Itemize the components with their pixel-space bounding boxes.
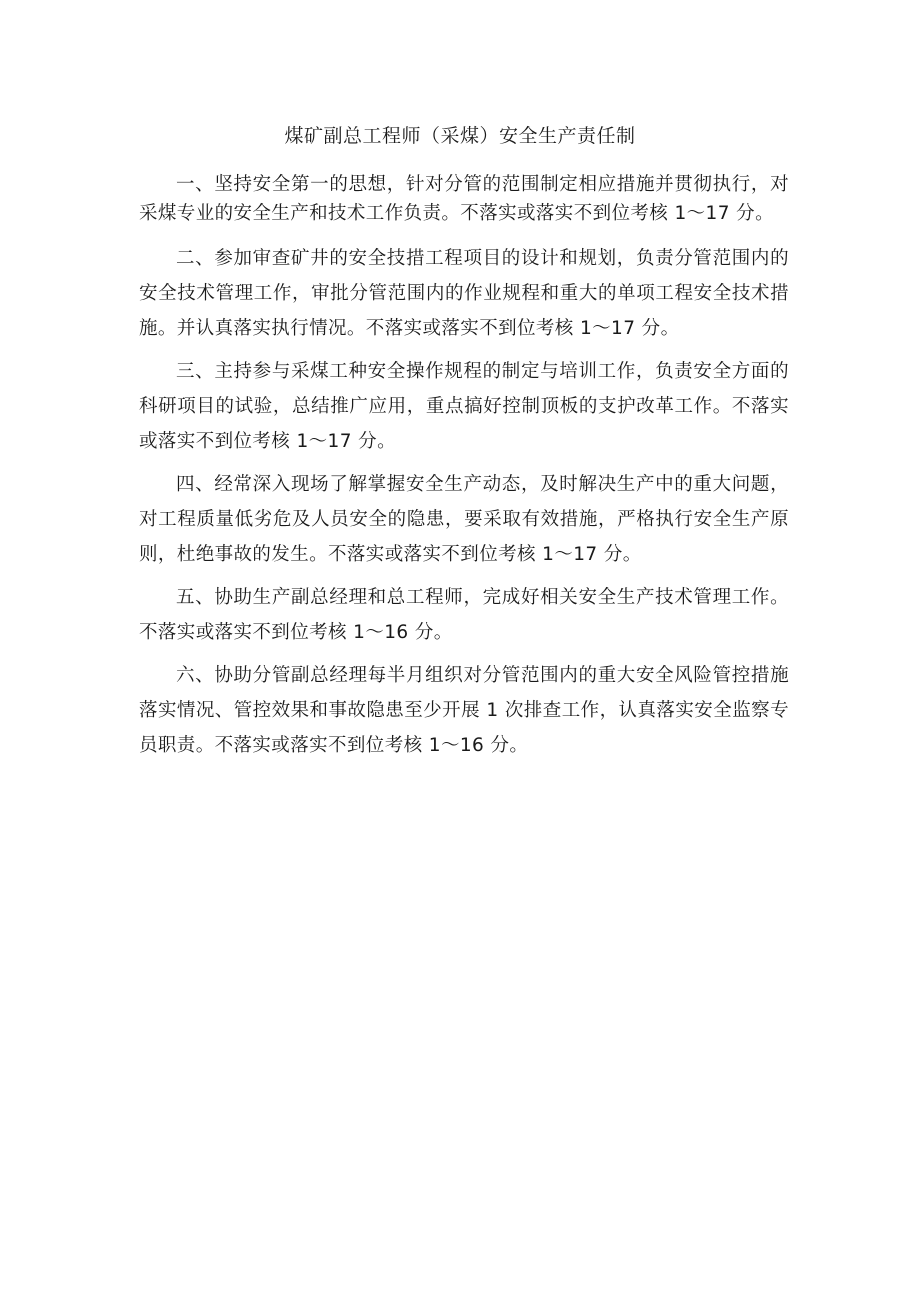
document-body — [139, 170, 789, 771]
document-title: 煤矿副总工程师（采煤）安全生产责任制 — [284, 125, 636, 147]
paragraph-3: 三、主持参与采煤工种安全操作规程的制定与培训工作，负责安全方面的科研项目的试验，总结推广应用，重点搞好控制顶板的支护改革工作。不落实或落实不到位考核 1～17 分。 — [139, 361, 789, 452]
paragraph-1: 一、坚持安全第一的思想，针对分管的范围制定相应措施并贯彻执行，对采煤专业的安全生产和技术工作负责。不落实或落实不到位考核 1～17 分。 — [139, 174, 789, 224]
paragraph-2: 二、参加审查矿井的安全技措工程项目的设计和规划，负责分管范围内的安全技术管理工作，审批分管范围内的作业规程和重大的单项工程安全技术措施。并认真落实执行情况。不落实或落实不到位考核 1～17 分。 — [139, 248, 789, 339]
paragraph-4: 四、经常深入现场了解掌握安全生产动态，及时解决生产中的重大问题，对工程质量低劣危及人员安全的隐患，要采取有效措施，严格执行安全生产原则，杜绝事故的发生。不落实或落实不到位考核 1～17 分。 — [139, 474, 789, 565]
paragraph-5: 五、协助生产副总经理和总工程师，完成好相关安全生产技术管理工作。不落实或落实不到位考核 1～16 分。 — [139, 587, 789, 643]
paragraph-6: 六、协助分管副总经理每半月组织对分管范围内的重大安全风险管控措施落实情况、管控效果和事故隐患至少开展 1 次排查工作，认真落实安全监察专员职责。不落实或落实不到位考核 1～16 分。 — [139, 665, 789, 756]
